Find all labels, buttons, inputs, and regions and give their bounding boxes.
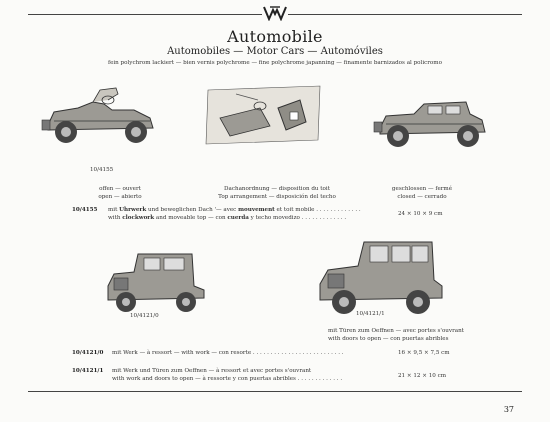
entry-code-4155: 10/4155 xyxy=(72,207,98,213)
caption-open xyxy=(90,185,150,201)
caption-open-line1: offen — ouvert xyxy=(99,186,141,192)
sedan-small-label: 10/4121/0 xyxy=(130,313,159,319)
closed-car-image xyxy=(370,84,495,154)
brand-logo xyxy=(262,5,288,21)
entry-4155-size: 24 × 10 × 9 cm xyxy=(398,211,443,217)
page-title: Automobile xyxy=(227,27,323,46)
entry-4121-0-text: mit Werk — à ressort — with work — con resorte . . . . . . . . . . . . . . . . . . . . . . . . . . xyxy=(112,350,344,356)
page-subtitle: Automobiles — Motor Cars — Automóviles xyxy=(167,46,383,57)
caption-closed xyxy=(382,185,462,201)
caption-closed-line2: closed — cerrado xyxy=(397,194,447,200)
caption-open-line2: open — abierto xyxy=(98,194,142,200)
entry-4155-line2: with clockwork and moveable top — con cuerda y techo movedizo . . . . . . . . . . . . . xyxy=(108,215,347,221)
caption-closed-line1: geschlossen — fermé xyxy=(391,186,453,192)
caption-roof xyxy=(212,185,342,201)
sedan-large-caption xyxy=(328,327,464,343)
sedan-large-caption-line2: with doors to open — con puertas abribles xyxy=(328,336,449,342)
entry-4121-0-size: 16 × 9,5 × 7,5 cm xyxy=(398,350,450,356)
entry-4121-1-line2: with work and doors to open — à ressorte y con puertas abribles . . . . . . . . . . . . . xyxy=(112,376,343,382)
sedan-large-label: 10/4121/1 xyxy=(356,311,385,317)
open-car-image xyxy=(38,80,163,150)
roof-detail-image xyxy=(200,78,330,153)
bottom-rule xyxy=(28,391,522,392)
caption-roof-line1: Dachanordnung — disposition du toit xyxy=(224,186,330,192)
entry-4121-1-line1: mit Werk und Türen zum Oeffnen — à ressort et avec portes s'ouvrant xyxy=(112,368,312,374)
sedan-large-caption-line1: mit Türen zum Oeffnen — avec portes s'ouvrant xyxy=(328,328,464,334)
entry-code-4121-1: 10/4121/1 xyxy=(72,368,104,374)
caption-roof-line2: Top arrangement — disposición del techo xyxy=(218,194,336,200)
entry-code-4121-0: 10/4121/0 xyxy=(72,350,104,356)
entry-4155-line1: mit Uhrwerk und beweglichen Dach '— avec mouvement et toit mobile . . . . . . . . . . . . . xyxy=(108,207,361,213)
sedan-small-image xyxy=(100,246,212,316)
entry-4121-1-size: 21 × 12 × 10 cm xyxy=(398,373,447,379)
sedan-large-image xyxy=(312,236,450,320)
page-number: 37 xyxy=(503,405,514,414)
finish-line: fein polychrom lackiert — bien vernis polychrome — fine polychrome japanning — finamente barnizados al policromo xyxy=(108,60,442,66)
open-car-label: 10/4155 xyxy=(90,167,114,173)
